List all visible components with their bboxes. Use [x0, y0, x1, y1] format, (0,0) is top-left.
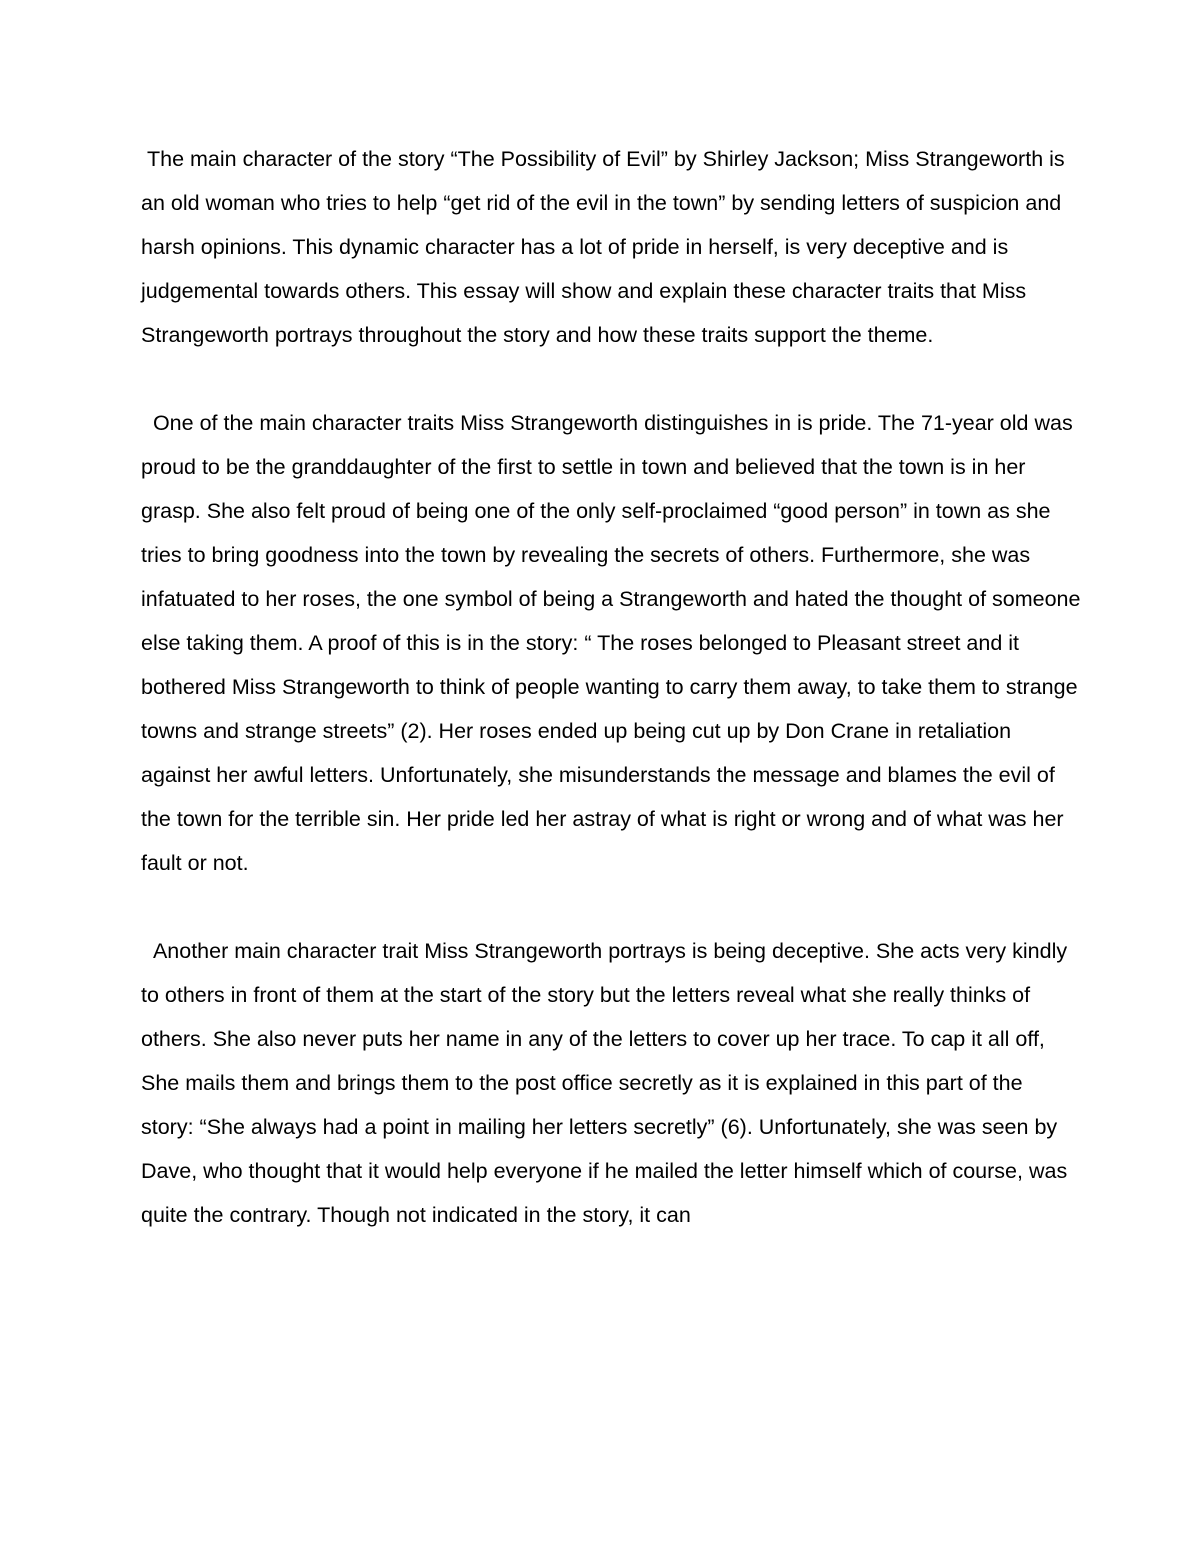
paragraph-deceptive: Another main character trait Miss Strangeworth portrays is being deceptive. She acts very kindly to others in front of them at the start of the story but the letters reveal what she really thinks of others. She also never puts her name in any of the letters to cover up her trace. To cap it all off, She mails them and brings them to the post office secretly as it is explained in this part of the story: “She always had a point in mailing her letters secretly” (6). Unfortunately, she was seen by Dave, who thought that it would help everyone if he mailed the letter himself which of course, was quite the contrary. Though not indicated in the story, it can — [141, 939, 1074, 1227]
paragraph-intro: The main character of the story “The Possibility of Evil” by Shirley Jackson; Miss Strangeworth is an old woman who tries to help “get rid of the evil in the town” by sending letters of suspicion and harsh opinions. This dynamic character has a lot of pride in herself, is very deceptive and is judgemental towards others. This essay will show and explain these character traits that Miss Strangeworth portrays throughout the story and how these traits support the theme. — [141, 147, 1071, 347]
essay-body — [141, 137, 1087, 1281]
paragraph-pride: One of the main character traits Miss Strangeworth distinguishes in is pride. The 71-year old was proud to be the granddaughter of the first to settle in town and believed that the town is in her grasp. She also felt proud of being one of the only self-proclaimed “good person” in town as she tries to bring goodness into the town by revealing the secrets of others. Furthermore, she was infatuated to her roses, the one symbol of being a Strangeworth and hated the thought of someone else taking them. A proof of this is in the story: “ The roses belonged to Pleasant street and it bothered Miss Strangeworth to think of people wanting to carry them away, to take them to strange towns and strange streets” (2). Her roses ended up being cut up by Don Crane in retaliation against her awful letters. Unfortunately, she misunderstands the message and blames the evil of the town for the terrible sin. Her pride led her astray of what is right or wrong and of what was her fault or not. — [141, 411, 1087, 875]
